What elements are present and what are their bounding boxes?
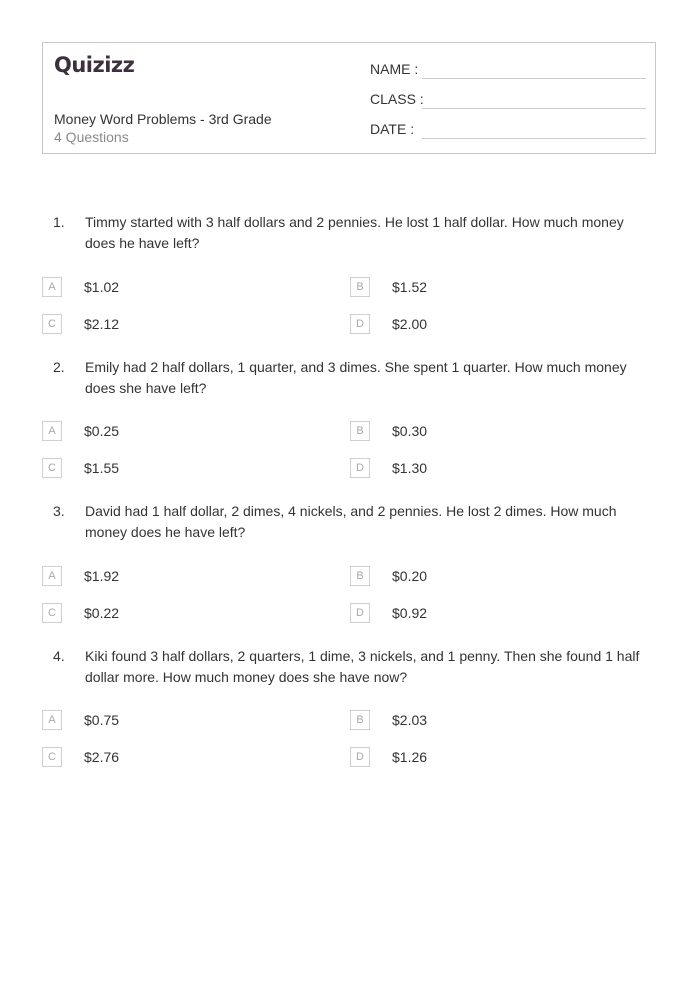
option-value: $1.52 (392, 279, 428, 295)
question-text: David had 1 half dollar, 2 dimes, 4 nickels, and 2 pennies. He lost 2 dimes. How much money does he have left? (85, 503, 617, 540)
question-number: 4. (53, 648, 65, 664)
option-value: $2.03 (392, 712, 428, 728)
option-letter-box: B (350, 566, 370, 586)
quizizz-logo: Quizizz (54, 53, 135, 77)
option-letter-box: D (350, 458, 370, 478)
option-letter-box: D (350, 314, 370, 334)
option-letter-box: B (350, 710, 370, 730)
date-line[interactable] (422, 138, 646, 139)
option-value: $0.75 (84, 712, 120, 728)
question-number: 3. (53, 503, 65, 519)
option-value: $1.55 (84, 460, 120, 476)
question-text: Kiki found 3 half dollars, 2 quarters, 1 dime, 3 nickels, and 1 penny. Then she found 1 half dollar more. How much money does she have now? (85, 648, 640, 685)
option-letter-box: B (350, 421, 370, 441)
worksheet-header (42, 42, 656, 154)
option-value: $0.30 (392, 423, 428, 439)
option-letter-box: D (350, 603, 370, 623)
name-line[interactable] (422, 78, 646, 79)
class-field[interactable] (370, 91, 646, 111)
option-letter-box: C (42, 314, 62, 334)
option-value: $2.76 (84, 749, 120, 765)
option-value: $1.92 (84, 568, 120, 584)
option-value: $0.20 (392, 568, 428, 584)
class-label: CLASS : (370, 91, 424, 107)
question-text: Timmy started with 3 half dollars and 2 pennies. He lost 1 half dollar. How much money does he have left? (85, 214, 624, 251)
class-line[interactable] (422, 108, 646, 109)
question-number: 2. (53, 359, 65, 375)
option-value: $2.00 (392, 316, 428, 332)
option-letter-box: A (42, 566, 62, 586)
name-field[interactable] (370, 61, 646, 81)
question-count: 4 Questions (54, 129, 129, 145)
option-letter-box: A (42, 421, 62, 441)
question-text: Emily had 2 half dollars, 1 quarter, and 3 dimes. She spent 1 quarter. How much money does she have left? (85, 359, 627, 396)
option-value: $0.22 (84, 605, 120, 621)
option-letter-box: A (42, 277, 62, 297)
date-label: DATE : (370, 121, 415, 137)
option-value: $1.26 (392, 749, 428, 765)
option-letter-box: C (42, 458, 62, 478)
option-value: $0.25 (84, 423, 120, 439)
question-number: 1. (53, 214, 65, 230)
name-label: NAME : (370, 61, 419, 77)
worksheet-title: Money Word Problems - 3rd Grade (54, 111, 272, 127)
option-value: $2.12 (84, 316, 120, 332)
option-letter-box: A (42, 710, 62, 730)
option-value: $0.92 (392, 605, 428, 621)
option-value: $1.02 (84, 279, 120, 295)
option-letter-box: C (42, 747, 62, 767)
option-value: $1.30 (392, 460, 428, 476)
option-letter-box: D (350, 747, 370, 767)
option-letter-box: C (42, 603, 62, 623)
option-letter-box: B (350, 277, 370, 297)
date-field[interactable] (370, 121, 646, 141)
